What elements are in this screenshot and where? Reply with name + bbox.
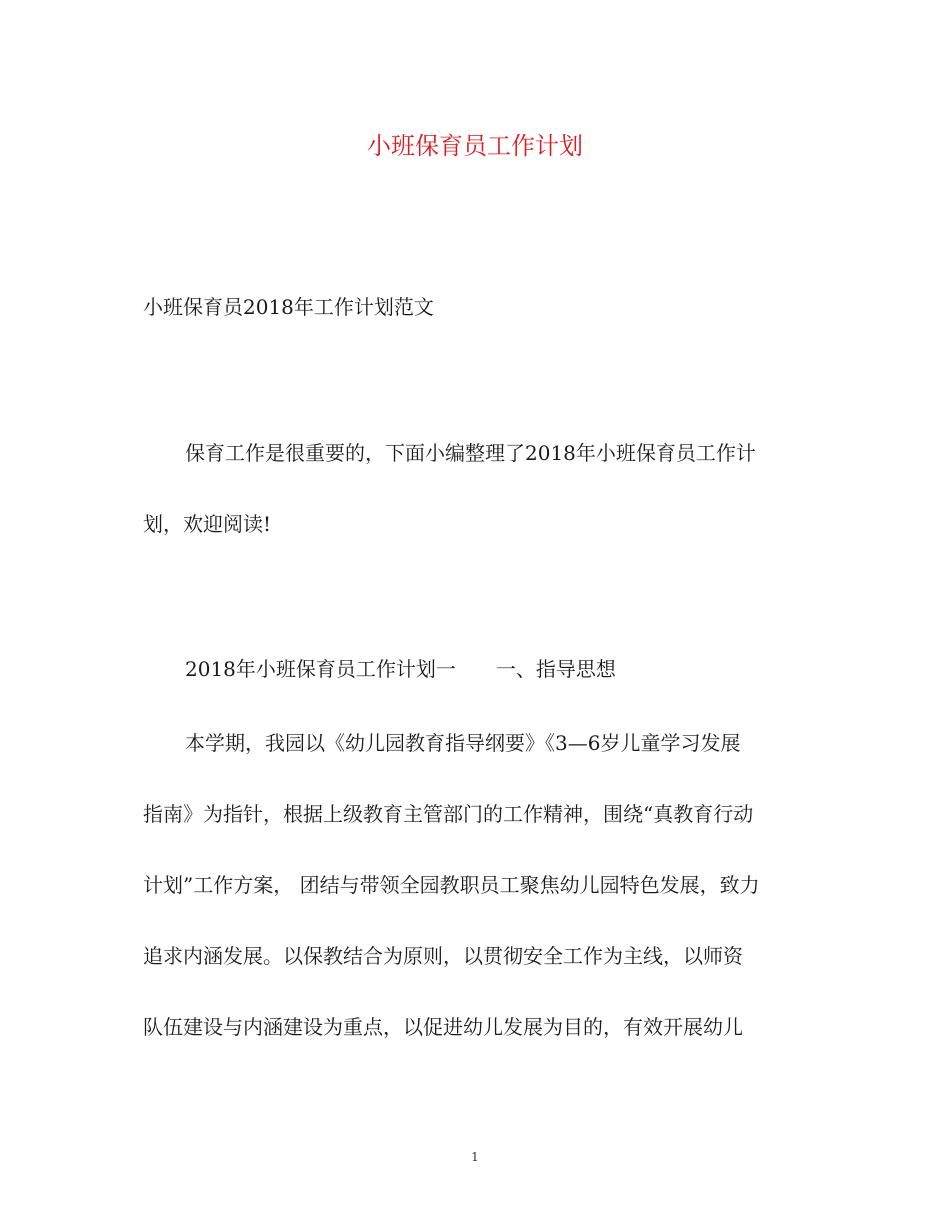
- body-line-1: 本学期，我园以《幼儿园教育指导纲要》《3—6岁儿童学习发展: [185, 731, 741, 755]
- intro-line-2: 划，欢迎阅读!: [143, 512, 272, 536]
- body-line-4: 追求内涵发展。以保教结合为原则，以贯彻安全工作为主线，以师资: [143, 944, 743, 968]
- body-line-2: 指南》为指针，根据上级教育主管部门的工作精神，围绕“真教育行动: [143, 802, 754, 826]
- page-number: 1: [471, 1150, 479, 1164]
- body-line-5: 队伍建设与内涵建设为重点，以促进幼儿发展为目的，有效开展幼儿: [143, 1015, 743, 1039]
- document-title: 小班保育员工作计划: [367, 132, 583, 160]
- document-subtitle: 小班保育员2018年工作计划范文: [143, 295, 434, 319]
- body-line-3: 计划”工作方案， 团结与带领全园教职员工聚焦幼儿园特色发展，致力: [143, 873, 760, 897]
- section-heading: 2018年小班保育员工作计划一 一、指导思想: [185, 657, 616, 681]
- intro-line-1: 保育工作是很重要的，下面小编整理了2018年小班保育员工作计: [185, 441, 756, 465]
